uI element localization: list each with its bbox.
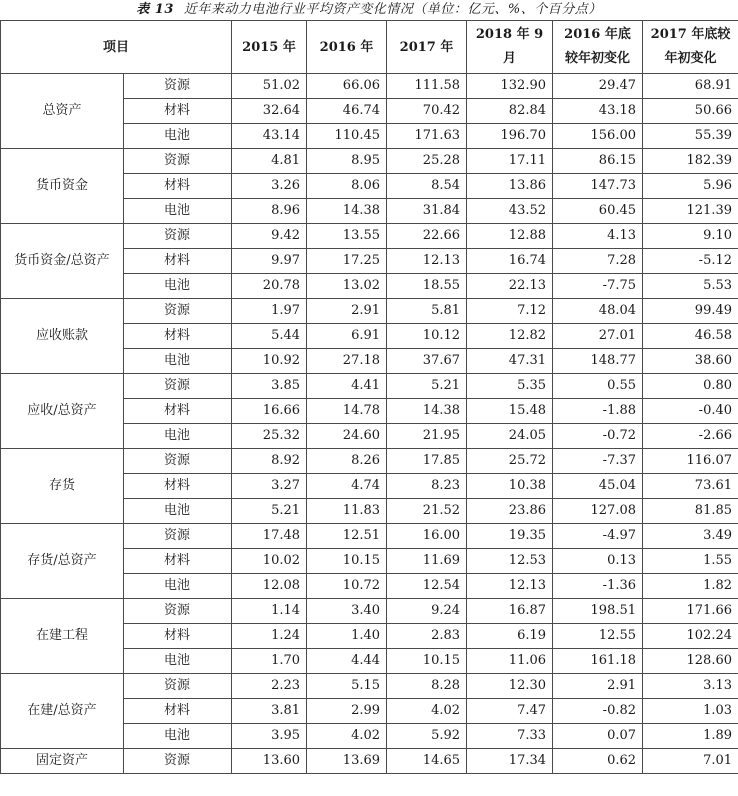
value-cell: 9.42 bbox=[232, 224, 307, 249]
value-cell: 8.26 bbox=[307, 449, 387, 474]
value-cell: 5.44 bbox=[232, 324, 307, 349]
value-cell: 43.14 bbox=[232, 124, 307, 149]
value-cell: 1.97 bbox=[232, 299, 307, 324]
value-cell: 127.08 bbox=[553, 499, 643, 524]
value-cell: 12.51 bbox=[307, 524, 387, 549]
value-cell: 21.95 bbox=[387, 424, 467, 449]
table-row bbox=[1, 749, 738, 774]
value-cell: 86.15 bbox=[553, 149, 643, 174]
value-cell: 156.00 bbox=[553, 124, 643, 149]
group-label: 应收账款 bbox=[1, 299, 124, 374]
value-cell: 43.52 bbox=[467, 199, 553, 224]
value-cell: 8.95 bbox=[307, 149, 387, 174]
sub-item-label: 资源 bbox=[124, 599, 232, 624]
value-cell: 1.40 bbox=[307, 624, 387, 649]
value-cell: 12.30 bbox=[467, 674, 553, 699]
group-label: 在建/总资产 bbox=[1, 674, 124, 749]
value-cell: 13.86 bbox=[467, 174, 553, 199]
value-cell: 1.70 bbox=[232, 649, 307, 674]
value-cell: 3.49 bbox=[643, 524, 738, 549]
value-cell: 3.81 bbox=[232, 699, 307, 724]
value-cell: 5.96 bbox=[643, 174, 738, 199]
table-row bbox=[1, 224, 738, 249]
header-change-2016-line2: 较年初变化 bbox=[565, 51, 631, 66]
value-cell: -1.36 bbox=[553, 574, 643, 599]
value-cell: 12.53 bbox=[467, 549, 553, 574]
value-cell: 4.81 bbox=[232, 149, 307, 174]
value-cell: 10.15 bbox=[387, 649, 467, 674]
sub-item-label: 材料 bbox=[124, 699, 232, 724]
value-cell: 1.24 bbox=[232, 624, 307, 649]
value-cell: 102.24 bbox=[643, 624, 738, 649]
sub-item-label: 电池 bbox=[124, 724, 232, 749]
sub-item-label: 材料 bbox=[124, 474, 232, 499]
value-cell: 9.24 bbox=[387, 599, 467, 624]
value-cell: 12.55 bbox=[553, 624, 643, 649]
value-cell: 45.04 bbox=[553, 474, 643, 499]
value-cell: 51.02 bbox=[232, 74, 307, 99]
value-cell: -1.88 bbox=[553, 399, 643, 424]
value-cell: 5.92 bbox=[387, 724, 467, 749]
table-row bbox=[1, 299, 738, 324]
table-row bbox=[1, 524, 738, 549]
value-cell: 21.52 bbox=[387, 499, 467, 524]
asset-table bbox=[0, 20, 738, 774]
value-cell: 82.84 bbox=[467, 99, 553, 124]
value-cell: 27.18 bbox=[307, 349, 387, 374]
table-body bbox=[1, 74, 738, 774]
sub-item-label: 资源 bbox=[124, 449, 232, 474]
value-cell: 198.51 bbox=[553, 599, 643, 624]
value-cell: 9.10 bbox=[643, 224, 738, 249]
value-cell: 17.34 bbox=[467, 749, 553, 774]
value-cell: 13.69 bbox=[307, 749, 387, 774]
value-cell: 12.13 bbox=[387, 249, 467, 274]
header-2016: 2016 年 bbox=[307, 21, 387, 74]
value-cell: 8.06 bbox=[307, 174, 387, 199]
value-cell: 13.60 bbox=[232, 749, 307, 774]
value-cell: 10.92 bbox=[232, 349, 307, 374]
value-cell: 38.60 bbox=[643, 349, 738, 374]
value-cell: 13.02 bbox=[307, 274, 387, 299]
value-cell: 81.85 bbox=[643, 499, 738, 524]
sub-item-label: 材料 bbox=[124, 549, 232, 574]
value-cell: 128.60 bbox=[643, 649, 738, 674]
value-cell: 1.14 bbox=[232, 599, 307, 624]
value-cell: 18.55 bbox=[387, 274, 467, 299]
value-cell: 1.82 bbox=[643, 574, 738, 599]
value-cell: 5.81 bbox=[387, 299, 467, 324]
header-change-2017 bbox=[643, 21, 738, 74]
table-row bbox=[1, 74, 738, 99]
value-cell: 4.02 bbox=[387, 699, 467, 724]
group-label: 存货 bbox=[1, 449, 124, 524]
sub-item-label: 资源 bbox=[124, 374, 232, 399]
sub-item-label: 资源 bbox=[124, 749, 232, 774]
sub-item-label: 材料 bbox=[124, 624, 232, 649]
value-cell: 171.63 bbox=[387, 124, 467, 149]
value-cell: 73.61 bbox=[643, 474, 738, 499]
table-row bbox=[1, 374, 738, 399]
value-cell: 111.58 bbox=[387, 74, 467, 99]
value-cell: 7.01 bbox=[643, 749, 738, 774]
group-label: 总资产 bbox=[1, 74, 124, 149]
group-label: 固定资产 bbox=[1, 749, 124, 774]
value-cell: 148.77 bbox=[553, 349, 643, 374]
value-cell: 4.74 bbox=[307, 474, 387, 499]
header-change-2017-line2: 年初变化 bbox=[664, 51, 717, 66]
value-cell: 68.91 bbox=[643, 74, 738, 99]
value-cell: 46.58 bbox=[643, 324, 738, 349]
sub-item-label: 资源 bbox=[124, 74, 232, 99]
value-cell: 5.21 bbox=[387, 374, 467, 399]
value-cell: 12.54 bbox=[387, 574, 467, 599]
value-cell: 0.62 bbox=[553, 749, 643, 774]
value-cell: 25.72 bbox=[467, 449, 553, 474]
value-cell: 1.55 bbox=[643, 549, 738, 574]
value-cell: -7.75 bbox=[553, 274, 643, 299]
value-cell: 0.80 bbox=[643, 374, 738, 399]
value-cell: 22.66 bbox=[387, 224, 467, 249]
value-cell: 3.40 bbox=[307, 599, 387, 624]
value-cell: 3.95 bbox=[232, 724, 307, 749]
value-cell: 11.69 bbox=[387, 549, 467, 574]
header-change-2016 bbox=[553, 21, 643, 74]
value-cell: 7.28 bbox=[553, 249, 643, 274]
sub-item-label: 资源 bbox=[124, 524, 232, 549]
value-cell: 14.38 bbox=[307, 199, 387, 224]
value-cell: 4.44 bbox=[307, 649, 387, 674]
value-cell: -0.72 bbox=[553, 424, 643, 449]
value-cell: 24.05 bbox=[467, 424, 553, 449]
value-cell: 2.23 bbox=[232, 674, 307, 699]
value-cell: 116.07 bbox=[643, 449, 738, 474]
header-change-2016-line1: 2016 年底 bbox=[564, 27, 631, 42]
value-cell: 7.33 bbox=[467, 724, 553, 749]
value-cell: 8.54 bbox=[387, 174, 467, 199]
sub-item-label: 电池 bbox=[124, 424, 232, 449]
sub-item-label: 材料 bbox=[124, 399, 232, 424]
sub-item-label: 材料 bbox=[124, 249, 232, 274]
header-2015: 2015 年 bbox=[232, 21, 307, 74]
value-cell: 20.78 bbox=[232, 274, 307, 299]
value-cell: 14.78 bbox=[307, 399, 387, 424]
header-change-2017-line1: 2017 年底较 bbox=[650, 27, 731, 42]
value-cell: 13.55 bbox=[307, 224, 387, 249]
value-cell: 171.66 bbox=[643, 599, 738, 624]
table-caption bbox=[0, 0, 738, 20]
value-cell: 3.26 bbox=[232, 174, 307, 199]
value-cell: 1.03 bbox=[643, 699, 738, 724]
value-cell: 19.35 bbox=[467, 524, 553, 549]
value-cell: 10.15 bbox=[307, 549, 387, 574]
table-row bbox=[1, 149, 738, 174]
value-cell: 17.25 bbox=[307, 249, 387, 274]
value-cell: 6.91 bbox=[307, 324, 387, 349]
value-cell: 182.39 bbox=[643, 149, 738, 174]
sub-item-label: 电池 bbox=[124, 349, 232, 374]
table-row bbox=[1, 599, 738, 624]
value-cell: 16.87 bbox=[467, 599, 553, 624]
sub-item-label: 资源 bbox=[124, 149, 232, 174]
value-cell: 16.66 bbox=[232, 399, 307, 424]
sub-item-label: 电池 bbox=[124, 199, 232, 224]
value-cell: 7.12 bbox=[467, 299, 553, 324]
value-cell: 2.91 bbox=[307, 299, 387, 324]
value-cell: 29.47 bbox=[553, 74, 643, 99]
value-cell: 46.74 bbox=[307, 99, 387, 124]
group-label: 货币资金 bbox=[1, 149, 124, 224]
value-cell: 50.66 bbox=[643, 99, 738, 124]
value-cell: 16.00 bbox=[387, 524, 467, 549]
value-cell: 10.72 bbox=[307, 574, 387, 599]
value-cell: 3.85 bbox=[232, 374, 307, 399]
value-cell: 0.13 bbox=[553, 549, 643, 574]
value-cell: 8.92 bbox=[232, 449, 307, 474]
value-cell: 121.39 bbox=[643, 199, 738, 224]
value-cell: 5.21 bbox=[232, 499, 307, 524]
group-label: 存货/总资产 bbox=[1, 524, 124, 599]
value-cell: 12.88 bbox=[467, 224, 553, 249]
value-cell: 3.13 bbox=[643, 674, 738, 699]
value-cell: 11.83 bbox=[307, 499, 387, 524]
value-cell: -4.97 bbox=[553, 524, 643, 549]
value-cell: 70.42 bbox=[387, 99, 467, 124]
value-cell: 0.55 bbox=[553, 374, 643, 399]
value-cell: 25.32 bbox=[232, 424, 307, 449]
header-2018-sep bbox=[467, 21, 553, 74]
value-cell: 0.07 bbox=[553, 724, 643, 749]
group-label: 货币资金/总资产 bbox=[1, 224, 124, 299]
value-cell: 23.86 bbox=[467, 499, 553, 524]
value-cell: 27.01 bbox=[553, 324, 643, 349]
value-cell: 9.97 bbox=[232, 249, 307, 274]
value-cell: 48.04 bbox=[553, 299, 643, 324]
value-cell: 31.84 bbox=[387, 199, 467, 224]
value-cell: 99.49 bbox=[643, 299, 738, 324]
value-cell: 25.28 bbox=[387, 149, 467, 174]
value-cell: -0.40 bbox=[643, 399, 738, 424]
sub-item-label: 电池 bbox=[124, 124, 232, 149]
sub-item-label: 资源 bbox=[124, 674, 232, 699]
value-cell: 11.06 bbox=[467, 649, 553, 674]
value-cell: 60.45 bbox=[553, 199, 643, 224]
value-cell: 147.73 bbox=[553, 174, 643, 199]
value-cell: 37.67 bbox=[387, 349, 467, 374]
value-cell: 8.96 bbox=[232, 199, 307, 224]
value-cell: 6.19 bbox=[467, 624, 553, 649]
value-cell: 12.82 bbox=[467, 324, 553, 349]
table-row bbox=[1, 674, 738, 699]
sub-item-label: 电池 bbox=[124, 274, 232, 299]
header-2017: 2017 年 bbox=[387, 21, 467, 74]
value-cell: 17.11 bbox=[467, 149, 553, 174]
value-cell: 3.27 bbox=[232, 474, 307, 499]
value-cell: 10.12 bbox=[387, 324, 467, 349]
table-row bbox=[1, 449, 738, 474]
value-cell: 2.83 bbox=[387, 624, 467, 649]
value-cell: 12.13 bbox=[467, 574, 553, 599]
value-cell: 4.02 bbox=[307, 724, 387, 749]
value-cell: 161.18 bbox=[553, 649, 643, 674]
value-cell: 8.23 bbox=[387, 474, 467, 499]
header-row bbox=[1, 21, 738, 74]
value-cell: -7.37 bbox=[553, 449, 643, 474]
value-cell: 16.74 bbox=[467, 249, 553, 274]
header-2018-line1: 2018 年 9 bbox=[475, 27, 544, 42]
value-cell: 17.48 bbox=[232, 524, 307, 549]
sub-item-label: 电池 bbox=[124, 649, 232, 674]
value-cell: 110.45 bbox=[307, 124, 387, 149]
value-cell: 32.64 bbox=[232, 99, 307, 124]
value-cell: 24.60 bbox=[307, 424, 387, 449]
value-cell: -0.82 bbox=[553, 699, 643, 724]
sub-item-label: 资源 bbox=[124, 224, 232, 249]
value-cell: 10.02 bbox=[232, 549, 307, 574]
value-cell: 4.13 bbox=[553, 224, 643, 249]
value-cell: 43.18 bbox=[553, 99, 643, 124]
sub-item-label: 材料 bbox=[124, 174, 232, 199]
value-cell: 4.41 bbox=[307, 374, 387, 399]
value-cell: 22.13 bbox=[467, 274, 553, 299]
value-cell: 66.06 bbox=[307, 74, 387, 99]
value-cell: 55.39 bbox=[643, 124, 738, 149]
value-cell: 7.47 bbox=[467, 699, 553, 724]
sub-item-label: 材料 bbox=[124, 99, 232, 124]
value-cell: 5.15 bbox=[307, 674, 387, 699]
table-number: 表 13 bbox=[136, 2, 174, 17]
value-cell: 5.53 bbox=[643, 274, 738, 299]
value-cell: 2.99 bbox=[307, 699, 387, 724]
value-cell: 14.38 bbox=[387, 399, 467, 424]
group-label: 应收/总资产 bbox=[1, 374, 124, 449]
value-cell: 17.85 bbox=[387, 449, 467, 474]
value-cell: 2.91 bbox=[553, 674, 643, 699]
value-cell: 15.48 bbox=[467, 399, 553, 424]
value-cell: 12.08 bbox=[232, 574, 307, 599]
value-cell: -2.66 bbox=[643, 424, 738, 449]
value-cell: 5.35 bbox=[467, 374, 553, 399]
header-item: 项目 bbox=[1, 21, 232, 74]
value-cell: 47.31 bbox=[467, 349, 553, 374]
sub-item-label: 电池 bbox=[124, 574, 232, 599]
value-cell: 14.65 bbox=[387, 749, 467, 774]
table-title: 近年来动力电池行业平均资产变化情况（单位：亿元、%、个百分点） bbox=[183, 2, 602, 17]
value-cell: 196.70 bbox=[467, 124, 553, 149]
value-cell: 1.89 bbox=[643, 724, 738, 749]
group-label: 在建工程 bbox=[1, 599, 124, 674]
value-cell: 132.90 bbox=[467, 74, 553, 99]
sub-item-label: 电池 bbox=[124, 499, 232, 524]
header-2018-line2: 月 bbox=[503, 51, 517, 66]
sub-item-label: 材料 bbox=[124, 324, 232, 349]
value-cell: 10.38 bbox=[467, 474, 553, 499]
value-cell: 8.28 bbox=[387, 674, 467, 699]
value-cell: -5.12 bbox=[643, 249, 738, 274]
sub-item-label: 资源 bbox=[124, 299, 232, 324]
